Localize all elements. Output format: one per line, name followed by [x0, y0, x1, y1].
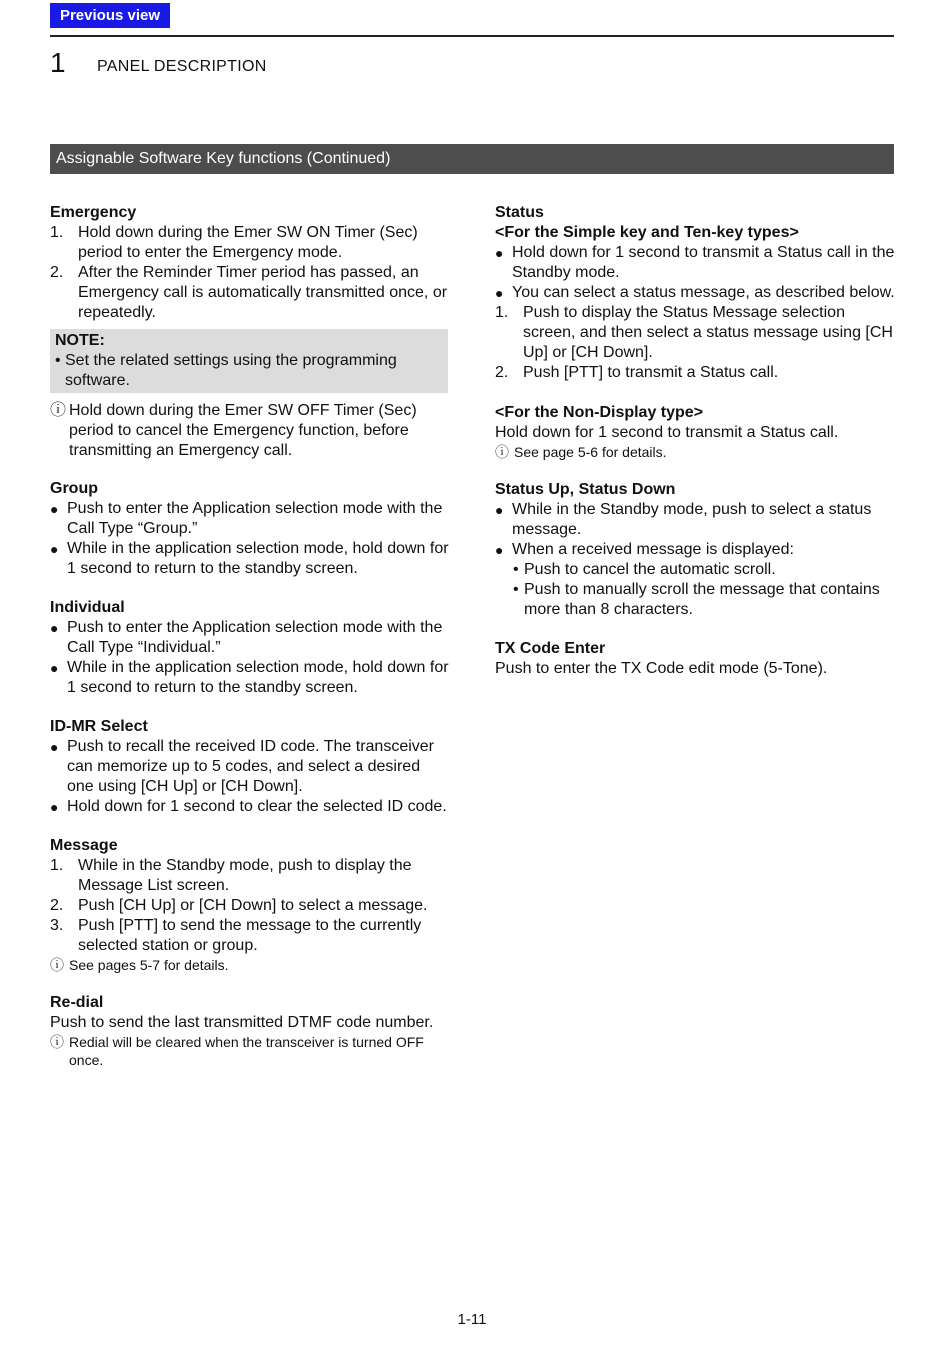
info-note — [50, 1033, 450, 1069]
list-item — [50, 618, 450, 658]
list-item — [495, 540, 895, 560]
bullet-icon: ● — [495, 285, 504, 301]
info-text: See page 5-6 for details. — [514, 444, 667, 460]
bullet-icon: ● — [495, 245, 504, 261]
list-item — [50, 658, 450, 698]
list-item — [50, 737, 450, 797]
item-text: Push to manually scroll the message that contains more than 8 characters. — [524, 581, 880, 618]
status-updown-section — [495, 480, 895, 620]
dot-bullet: • — [513, 581, 519, 598]
id-mr-section — [50, 717, 450, 817]
note-item — [55, 351, 443, 391]
group-heading: Group — [50, 480, 98, 497]
redial-text: Push to send the last transmitted DTMF code number. — [50, 1014, 434, 1031]
note-box — [50, 329, 448, 393]
item-number: 2. — [50, 897, 64, 914]
item-text: You can select a status message, as described below. — [512, 284, 895, 301]
dot-bullet: • — [513, 561, 519, 578]
bullet-icon: ● — [50, 620, 59, 636]
info-note — [50, 401, 450, 461]
item-text: When a received message is displayed: — [512, 541, 794, 558]
list-item — [50, 499, 450, 539]
info-icon: ⓘ — [50, 957, 64, 973]
emergency-section — [50, 203, 450, 461]
message-section — [50, 836, 450, 974]
item-text: Push [PTT] to transmit a Status call. — [523, 364, 779, 381]
list-item — [495, 283, 895, 303]
tx-code-text: Push to enter the TX Code edit mode (5-Tone). — [495, 660, 828, 677]
item-text: Push to enter the Application selection mode with the Call Type “Group.” — [67, 500, 443, 537]
list-item — [495, 500, 895, 540]
item-number: 3. — [50, 917, 64, 934]
header-divider — [50, 35, 894, 37]
list-item — [495, 243, 895, 283]
right-column — [495, 203, 895, 698]
info-text: Redial will be cleared when the transceiver is turned OFF once. — [69, 1034, 424, 1068]
item-text: Push to enter the Application selection mode with the Call Type “Individual.” — [67, 619, 443, 656]
id-mr-heading: ID-MR Select — [50, 718, 148, 735]
status-heading: Status — [495, 204, 544, 221]
group-section — [50, 479, 450, 579]
left-column — [50, 203, 450, 1088]
status-subheading-non-display: <For the Non-Display type> — [495, 404, 704, 421]
individual-heading: Individual — [50, 599, 125, 616]
status-subheading: <For the Simple key and Ten-key types> — [495, 224, 799, 241]
info-text: See pages 5-7 for details. — [69, 957, 229, 973]
individual-section — [50, 598, 450, 698]
bullet-icon: ● — [495, 542, 504, 558]
section-title-bar: Assignable Software Key functions (Continued) — [50, 144, 894, 174]
item-text: Hold down during the Emer SW ON Timer (Sec) period to enter the Emergency mode. — [78, 224, 418, 261]
previous-view-button[interactable]: Previous view — [50, 3, 170, 28]
list-item — [50, 896, 450, 916]
info-icon: ⓘ — [50, 402, 67, 419]
item-text: Push to recall the received ID code. The transceiver can memorize up to 5 codes, and select a desired one using [CH Up] or [CH Down]. — [67, 738, 434, 795]
info-icon: ⓘ — [495, 444, 509, 460]
list-item — [50, 263, 450, 323]
redial-heading: Re-dial — [50, 994, 104, 1011]
status-updown-heading: Status Up, Status Down — [495, 481, 676, 498]
list-item — [50, 223, 450, 263]
item-number: 2. — [50, 264, 64, 281]
item-text: While in the application selection mode, hold down for 1 second to return to the standby screen. — [67, 540, 449, 577]
bullet-icon: ● — [50, 501, 59, 517]
list-item — [495, 303, 895, 363]
status-section — [495, 203, 895, 461]
bullet-icon: ● — [495, 502, 504, 518]
redial-section — [50, 993, 450, 1069]
list-item — [495, 363, 895, 383]
info-note — [495, 443, 895, 461]
item-number: 1. — [495, 304, 509, 321]
info-text: Hold down during the Emer SW OFF Timer (Sec) period to cancel the Emergency function, before transmitting an Emergency call. — [69, 402, 417, 459]
page-number: 1-11 — [457, 1311, 487, 1328]
emergency-heading: Emergency — [50, 204, 137, 221]
list-item — [50, 856, 450, 896]
tx-code-heading: TX Code Enter — [495, 640, 606, 657]
chapter-title: PANEL DESCRIPTION — [97, 58, 267, 75]
list-item — [50, 539, 450, 579]
dot-bullet: • — [55, 352, 61, 369]
status-non-display-text: Hold down for 1 second to transmit a Status call. — [495, 424, 839, 441]
sub-list-item — [495, 580, 895, 620]
item-text: After the Reminder Timer period has passed, an Emergency call is automatically transmitted once, or repeatedly. — [78, 264, 448, 321]
tx-code-section — [495, 639, 895, 679]
list-item — [50, 797, 450, 817]
item-text: Push [PTT] to send the message to the currently selected station or group. — [78, 917, 422, 954]
message-heading: Message — [50, 837, 118, 854]
chapter-number: 1 — [50, 47, 66, 78]
info-note — [50, 956, 450, 974]
item-number: 1. — [50, 224, 64, 241]
note-text: Set the related settings using the programming software. — [65, 352, 397, 389]
item-text: While in the Standby mode, push to display the Message List screen. — [78, 857, 412, 894]
item-text: Push to cancel the automatic scroll. — [524, 561, 776, 578]
item-text: Hold down for 1 second to clear the selected ID code. — [67, 798, 447, 815]
bullet-icon: ● — [50, 660, 59, 676]
item-text: While in the Standby mode, push to select a status message. — [512, 501, 872, 538]
list-item — [50, 916, 450, 956]
item-text: Push [CH Up] or [CH Down] to select a message. — [78, 897, 428, 914]
item-text: Hold down for 1 second to transmit a Status call in the Standby mode. — [512, 244, 895, 281]
item-number: 2. — [495, 364, 509, 381]
bullet-icon: ● — [50, 541, 59, 557]
item-number: 1. — [50, 857, 64, 874]
sub-list-item — [495, 560, 895, 580]
bullet-icon: ● — [50, 739, 59, 755]
item-text: Push to display the Status Message selection screen, and then select a status message using [CH Up] or [CH Down]. — [523, 304, 893, 361]
note-title: NOTE: — [55, 332, 105, 349]
bullet-icon: ● — [50, 799, 59, 815]
info-icon: ⓘ — [50, 1034, 64, 1050]
item-text: While in the application selection mode, hold down for 1 second to return to the standby screen. — [67, 659, 449, 696]
